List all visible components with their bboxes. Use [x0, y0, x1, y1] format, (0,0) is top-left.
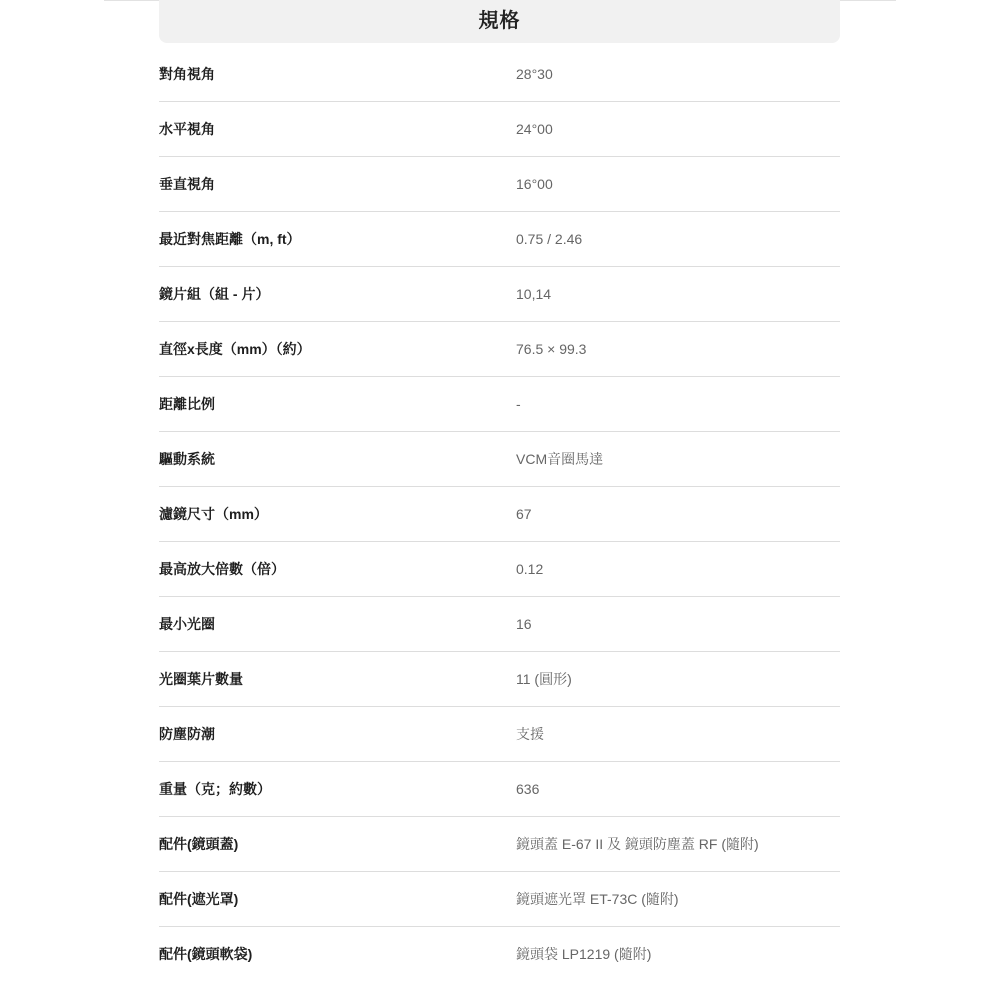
- spec-label: 最近對焦距離（m, ft）: [159, 231, 301, 247]
- page-title: 規格: [478, 10, 521, 32]
- spec-label: 對角視角: [159, 66, 215, 82]
- spec-row: [159, 817, 840, 872]
- spec-label: 驅動系統: [159, 451, 215, 467]
- spec-row: [159, 157, 840, 212]
- spec-label: 水平視角: [159, 121, 215, 137]
- spec-value: 支援: [516, 726, 544, 742]
- spec-value: 0.75 / 2.46: [516, 231, 583, 247]
- spec-value: 16: [516, 616, 532, 632]
- spec-label: 最高放大倍數（倍）: [159, 561, 285, 577]
- spec-label: 重量（克；約數）: [159, 781, 271, 797]
- spec-label: 光圈葉片數量: [159, 671, 243, 687]
- spec-row: [159, 597, 840, 652]
- spec-row: [159, 322, 840, 377]
- spec-header: [159, 0, 840, 43]
- spec-label: 配件(鏡頭軟袋): [159, 946, 253, 962]
- spec-row: [159, 212, 840, 267]
- spec-value: 67: [516, 506, 532, 522]
- spec-row: [159, 47, 840, 102]
- spec-value: 鏡頭蓋 E-67 II 及 鏡頭防塵蓋 RF (隨附): [516, 836, 759, 852]
- spec-row: [159, 542, 840, 597]
- spec-label: 防塵防潮: [159, 726, 215, 742]
- spec-label: 鏡片組（組 - 片）: [159, 286, 270, 302]
- spec-label: 最小光圈: [159, 616, 215, 632]
- spec-table: [159, 47, 840, 981]
- spec-row: [159, 267, 840, 322]
- spec-value: 10,14: [516, 286, 552, 302]
- spec-row: [159, 762, 840, 817]
- spec-row: [159, 102, 840, 157]
- spec-value: 28°30: [516, 66, 553, 82]
- spec-value: 鏡頭袋 LP1219 (隨附): [516, 946, 652, 962]
- spec-row: [159, 432, 840, 487]
- spec-row: [159, 927, 840, 981]
- spec-label: 直徑x長度（mm）（約）: [159, 341, 311, 357]
- spec-label: 配件(鏡頭蓋): [159, 836, 239, 852]
- spec-row: [159, 377, 840, 432]
- spec-value: VCM音圈馬達: [516, 451, 604, 467]
- spec-label: 距離比例: [159, 396, 215, 412]
- spec-value: 24°00: [516, 121, 553, 137]
- spec-value: 11 (圓形): [516, 671, 572, 687]
- spec-label: 濾鏡尺寸（mm）: [159, 506, 268, 522]
- spec-row: [159, 487, 840, 542]
- spec-value: -: [516, 396, 521, 412]
- spec-label: 垂直視角: [159, 176, 215, 192]
- spec-value: 鏡頭遮光罩 ET-73C (隨附): [516, 891, 679, 907]
- spec-row: [159, 707, 840, 762]
- spec-row: [159, 652, 840, 707]
- spec-row: [159, 872, 840, 927]
- spec-value: 16°00: [516, 176, 553, 192]
- spec-value: 636: [516, 781, 540, 797]
- spec-value: 76.5 × 99.3: [516, 341, 587, 357]
- spec-value: 0.12: [516, 561, 544, 577]
- spec-label: 配件(遮光罩): [159, 891, 239, 907]
